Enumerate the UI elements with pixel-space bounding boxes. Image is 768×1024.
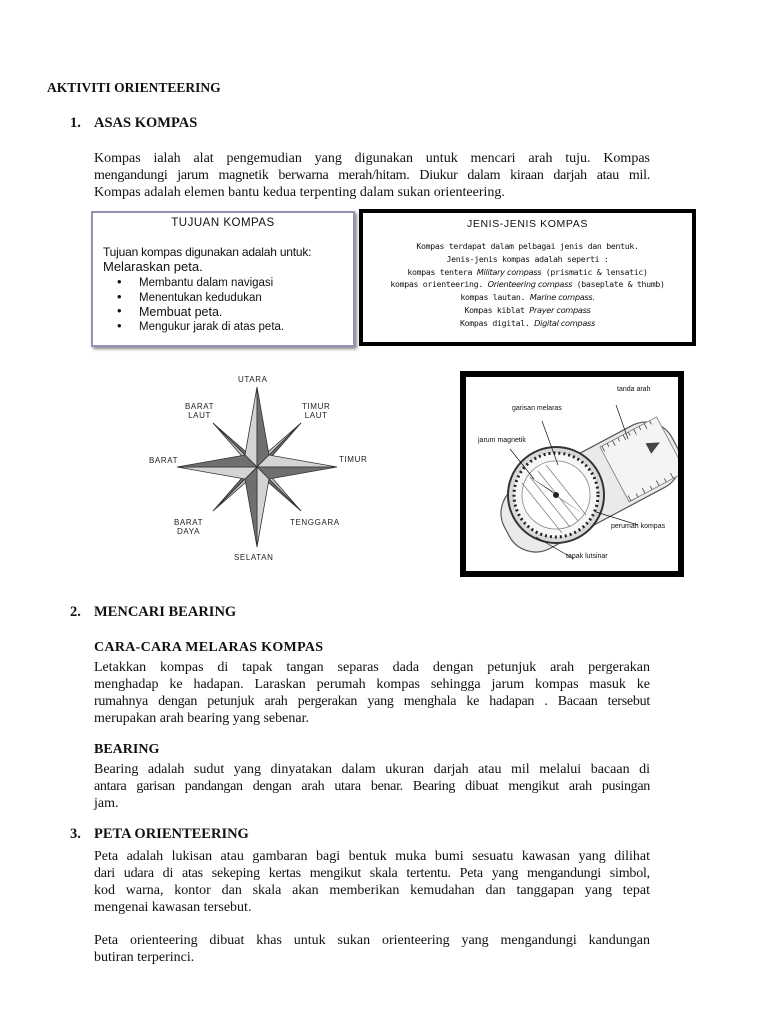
baseplate-compass-photo: [460, 371, 684, 577]
rose-label-south: SELATAN: [234, 553, 274, 562]
tujuan-list: [93, 276, 353, 334]
text-line: jam.: [94, 796, 119, 811]
peta-paragraph-2: [94, 932, 650, 966]
text-line: merupakan arah bearing yang sebenar.: [94, 711, 309, 726]
jenis-box-title: JENIS-JENIS KOMPAS: [467, 218, 588, 230]
section-2-title: MENCARI BEARING: [94, 604, 237, 620]
text-line: butiran terperinci.: [94, 950, 195, 965]
peta-paragraph-1: [94, 848, 650, 916]
bearing-heading: BEARING: [94, 742, 160, 757]
section-1-paragraph: [94, 150, 650, 201]
text-line: Peta orienteering dibuat khas untuk sukan orienteering yang mengandungi kandungan: [94, 933, 650, 948]
rose-label-southwest: BARAT DAYA: [174, 518, 204, 536]
rose-label-southeast: TENGGARA: [290, 518, 340, 527]
text-line: antara garisan pandangan dengan arah utara benar. Bearing dibuat mengikut arah pusingan: [94, 779, 650, 794]
bearing-paragraph: [94, 761, 650, 812]
melaras-kompas-heading: CARA-CARA MELARAS KOMPAS: [94, 640, 324, 655]
rose-label-north: UTARA: [238, 375, 268, 384]
list-item: • Mengukur jarak di atas peta.: [93, 320, 353, 335]
section-2-number: 2.: [70, 604, 81, 620]
section-1-heading: [70, 115, 197, 132]
section-3-heading: [70, 826, 249, 843]
document-title: AKTIVITI ORIENTEERING: [47, 80, 221, 95]
photo-label-perumah-kompas: perumah kompas: [611, 523, 666, 530]
rose-label-northeast: TIMUR LAUT: [302, 402, 331, 420]
text-line: menghadap ke hadapan. Laraskan perumah kompas sehingga jarum kompas masuk ke: [94, 677, 650, 692]
text-line: dari udara di atas sekeping kertas mengikut skala tertentu. Peta yang mengandungi simbol,: [94, 866, 650, 881]
text-line: kod warna, kontor dan skala akan memberikan kemudahan dan tanggapan yang tepat: [94, 883, 650, 898]
jenis-line: Kompas terdapat dalam pelbagai jenis dan bentuk.: [416, 241, 639, 251]
jenis-line: Kompas digital. Digital compass: [460, 317, 595, 328]
rose-label-west: BARAT: [149, 456, 179, 465]
section-3-number: 3.: [70, 826, 81, 842]
jenis-line: kompas orienteering. Orienteering compass (baseplate & thumb): [390, 279, 665, 290]
section-3-title: PETA ORIENTEERING: [94, 826, 249, 842]
rose-label-northwest: BARAT LAUT: [185, 402, 215, 420]
section-1-title: ASAS KOMPAS: [94, 115, 198, 131]
text-line: mengandungi jarum magnetik berwarna merah/hitam. Diukur dalam kiraan darjah atau mil.: [94, 168, 650, 183]
rose-label-east: TIMUR: [339, 455, 368, 464]
compass-rose-figure: [140, 372, 380, 564]
text-line: Letakkan kompas di tapak tangan separas dada dengan petunjuk arah pergerakan: [94, 660, 650, 675]
photo-label-tanda-arah: tanda arah: [617, 386, 651, 393]
tujuan-box-intro: Tujuan kompas digunakan adalah untuk:: [103, 245, 312, 259]
photo-label-tapak-lutsinar: tapak lutsinar: [566, 553, 608, 560]
section-1-number: 1.: [70, 115, 81, 131]
text-line: Kompas ialah alat pengemudian yang digunakan untuk mencari arah tuju. Kompas: [94, 151, 650, 166]
text-line: mengenai kawasan tersebut.: [94, 900, 252, 915]
photo-label-jarum-magnetik: jarum magnetik: [478, 437, 526, 444]
text-line: rumahnya dengan petunjuk arah pergerakan yang menghala ke hadapan . Bacaan tersebut: [94, 694, 650, 709]
melaras-kompas-paragraph: [94, 659, 650, 727]
text-line: Kompas adalah elemen bantu kedua terpenting dalam sukan orienteering.: [94, 185, 505, 200]
jenis-line: Kompas kiblat Prayer compass: [464, 304, 591, 315]
list-item: • Membuat peta.: [93, 305, 353, 320]
photo-label-garisan-melaras: garisan melaras: [512, 405, 562, 412]
tujuan-kompas-box: [91, 211, 355, 347]
list-item: • Membantu dalam navigasi: [93, 276, 353, 291]
jenis-line: kompas tentera Military compass (prismatic & lensatic): [407, 266, 648, 277]
jenis-kompas-box: [359, 209, 696, 346]
text-line: Peta adalah lukisan atau gambaran bagi bentuk muka bumi sesuatu kawasan yang dilihat: [94, 849, 650, 864]
text-line: Bearing adalah sudut yang dinyatakan dalam ukuran darjah atau mil melalui bacaan di: [94, 762, 650, 777]
section-2-heading: [70, 604, 236, 621]
list-item: • Menentukan kedudukan: [93, 291, 353, 306]
baseplate-compass-icon: [466, 377, 678, 571]
tujuan-box-title: TUJUAN KOMPAS: [171, 217, 275, 229]
jenis-line: kompas lautan. Marine compass.: [460, 292, 595, 303]
jenis-line: Jenis-jenis kompas adalah seperti :: [446, 253, 609, 264]
tujuan-box-intro-2: Melaraskan peta.: [103, 259, 203, 274]
